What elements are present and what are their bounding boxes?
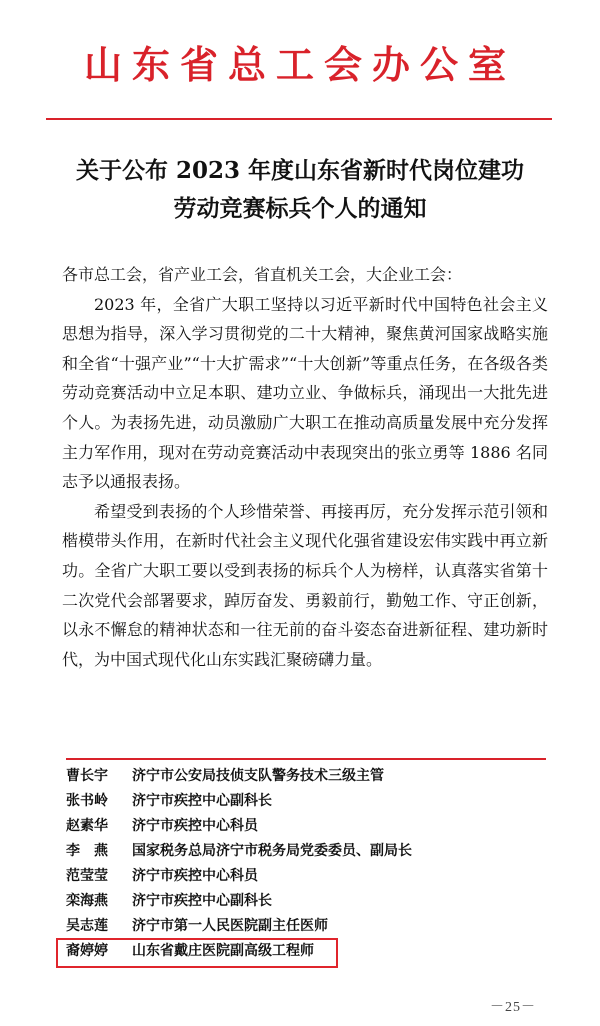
issuing-office-title: 山东省总工会办公室 (83, 42, 516, 87)
salutation: 各市总工会，省产业工会，省直机关工会，大企业工会： (62, 265, 463, 284)
honoree-name: 赵素华 (66, 818, 108, 834)
honoree-title: 国家税务总局济宁市税务局党委委员、副局长 (132, 843, 412, 859)
paragraph-1: 2023 年，全省广大职工坚持以习近平新时代中国特色社会主义思想为指导，深入学习贯彻党的二十大精神，聚焦黄河国家战略实施和全省“十强产业”“十大扩需求”“十大创新”等重点任务，在各级各类劳动竞赛活动中立足本职、建功立业、争做标兵，涌现出一大批先进个人。为表扬先进，动员激励广大职工在推动高质量发展中充分发挥主力军作用，现对在劳动竞赛活动中表现突出的张立勇等 1886 名同志予以通报表扬。 (62, 294, 548, 492)
page-number: －25－ (490, 1000, 536, 1015)
list-item (66, 914, 546, 939)
honoree-name: 张书岭 (66, 793, 108, 809)
honoree-title: 济宁市疾控中心副科长 (132, 793, 272, 809)
header-divider (46, 118, 552, 120)
list-item (66, 814, 546, 839)
paragraph-2: 希望受到表扬的个人珍惜荣誉、再接再厉，充分发挥示范引领和楷模带头作用，在新时代社会主义现代化强省建设宏伟实践中再立新功。全省广大职工要以受到表扬的标兵个人为榜样，认真落实省第十二次党代会部署要求，踔厉奋发、勇毅前行，勤勉工作、守正创新，以永不懈怠的精神状态和一往无前的奋斗姿态奋进新征程、建功新时代，为中国式现代化山东实践汇聚磅礴力量。 (62, 501, 548, 669)
honoree-title: 山东省戴庄医院副高级工程师 (132, 943, 314, 959)
document-body (62, 260, 548, 674)
honoree-title: 济宁市疾控中心科员 (132, 818, 258, 834)
list-item (66, 889, 546, 914)
honoree-list (66, 764, 546, 964)
list-item (66, 864, 546, 889)
list-item (66, 764, 546, 789)
honoree-name: 吴志莲 (66, 918, 108, 934)
honoree-title: 济宁市疾控中心科员 (132, 868, 258, 884)
honoree-name: 范莹莹 (66, 868, 108, 884)
document-title-line-1: 关于公布 2023 年度山东省新时代岗位建功 (75, 157, 525, 184)
document-title (0, 152, 600, 228)
honoree-title: 济宁市第一人民医院副主任医师 (132, 918, 328, 934)
document-title-line-2: 劳动竞赛标兵个人的通知 (173, 195, 427, 222)
honoree-name: 曹长宇 (66, 768, 108, 784)
honoree-title: 济宁市疾控中心副科长 (132, 893, 272, 909)
honoree-name: 裔婷婷 (66, 943, 108, 959)
highlight-box (56, 938, 338, 968)
honoree-title: 济宁市公安局技侦支队警务技术三级主管 (132, 768, 384, 784)
list-item (66, 789, 546, 814)
list-item (66, 839, 546, 864)
honoree-name: 栾海燕 (66, 893, 108, 909)
honoree-name: 李 燕 (66, 843, 108, 859)
list-divider (66, 758, 546, 760)
